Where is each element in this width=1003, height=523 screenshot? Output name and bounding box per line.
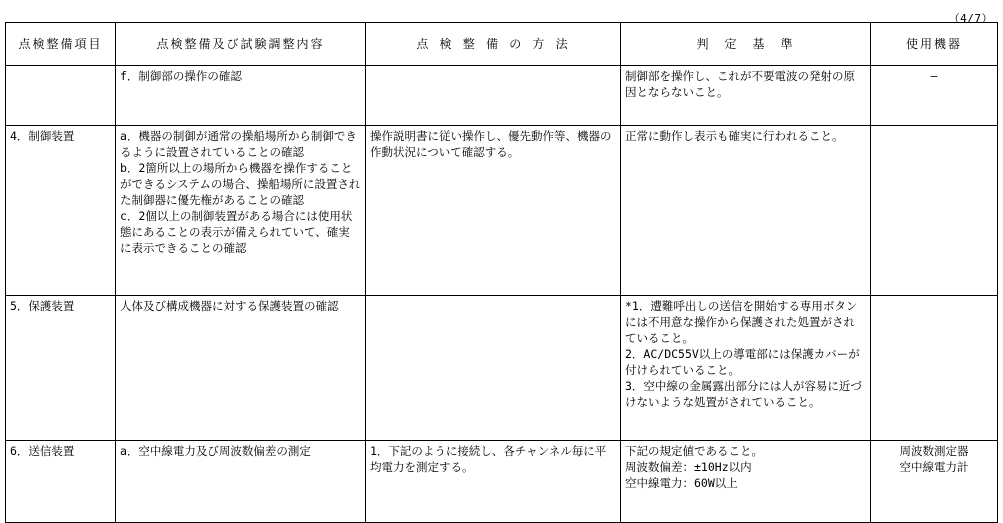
- header-method: 点 検 整 備 の 方 法: [366, 23, 621, 66]
- content-cell: a．空中線電力及び周波数偏差の測定: [116, 441, 366, 523]
- criteria-cell: *1．遭難呼出しの送信を開始する専用ボタンには不用意な操作から保護された処置がされていること。 2．AC/DC55V以上の導電部には保護カバーが付けられていること。 3．空中線の金属露出部分には人が容易に近づけないような処置がされていること。: [621, 296, 871, 441]
- item-cell: 6．送信装置: [6, 441, 116, 523]
- equipment-cell: 周波数測定器 空中線電力計: [871, 441, 998, 523]
- inspection-table: [5, 22, 998, 523]
- method-cell: [366, 296, 621, 441]
- table-row: [6, 296, 998, 441]
- method-cell: 1．下記のように接続し、各チャンネル毎に平均電力を測定する。: [366, 441, 621, 523]
- header-criteria: 判 定 基 準: [621, 23, 871, 66]
- equipment-cell: [871, 126, 998, 296]
- method-cell: 操作説明書に従い操作し、優先動作等、機器の作動状況について確認する。: [366, 126, 621, 296]
- method-cell: [366, 66, 621, 126]
- header-equipment: 使用機器: [871, 23, 998, 66]
- table-row: [6, 66, 998, 126]
- item-cell: 5．保護装置: [6, 296, 116, 441]
- item-cell: 4．制御装置: [6, 126, 116, 296]
- table-row: [6, 441, 998, 523]
- header-content: 点検整備及び試験調整内容: [116, 23, 366, 66]
- table-row: [6, 126, 998, 296]
- content-cell: f．制御部の操作の確認: [116, 66, 366, 126]
- criteria-cell: 正常に動作し表示も確実に行われること。: [621, 126, 871, 296]
- page-number: （4/7）: [948, 12, 993, 25]
- item-cell: [6, 66, 116, 126]
- header-row: [6, 23, 998, 66]
- content-cell: 人体及び構成機器に対する保護装置の確認: [116, 296, 366, 441]
- criteria-cell: 制御部を操作し、これが不要電波の発射の原因とならないこと。: [621, 66, 871, 126]
- criteria-cell: 下記の規定値であること。 周波数偏差：±10Hz以内 空中線電力：60W以上: [621, 441, 871, 523]
- equipment-cell: —: [871, 66, 998, 126]
- equipment-cell: [871, 296, 998, 441]
- header-item: 点検整備項目: [6, 23, 116, 66]
- content-cell: a．機器の制御が通常の操船場所から制御できるように設置されていることの確認 b．2箇所以上の場所から機器を操作することができるシステムの場合、操船場所に設置された制御器に優先権があることの確認 c．2個以上の制御装置がある場合には使用状態にあることの表示が備えられていて、確実に表示できることの確認: [116, 126, 366, 296]
